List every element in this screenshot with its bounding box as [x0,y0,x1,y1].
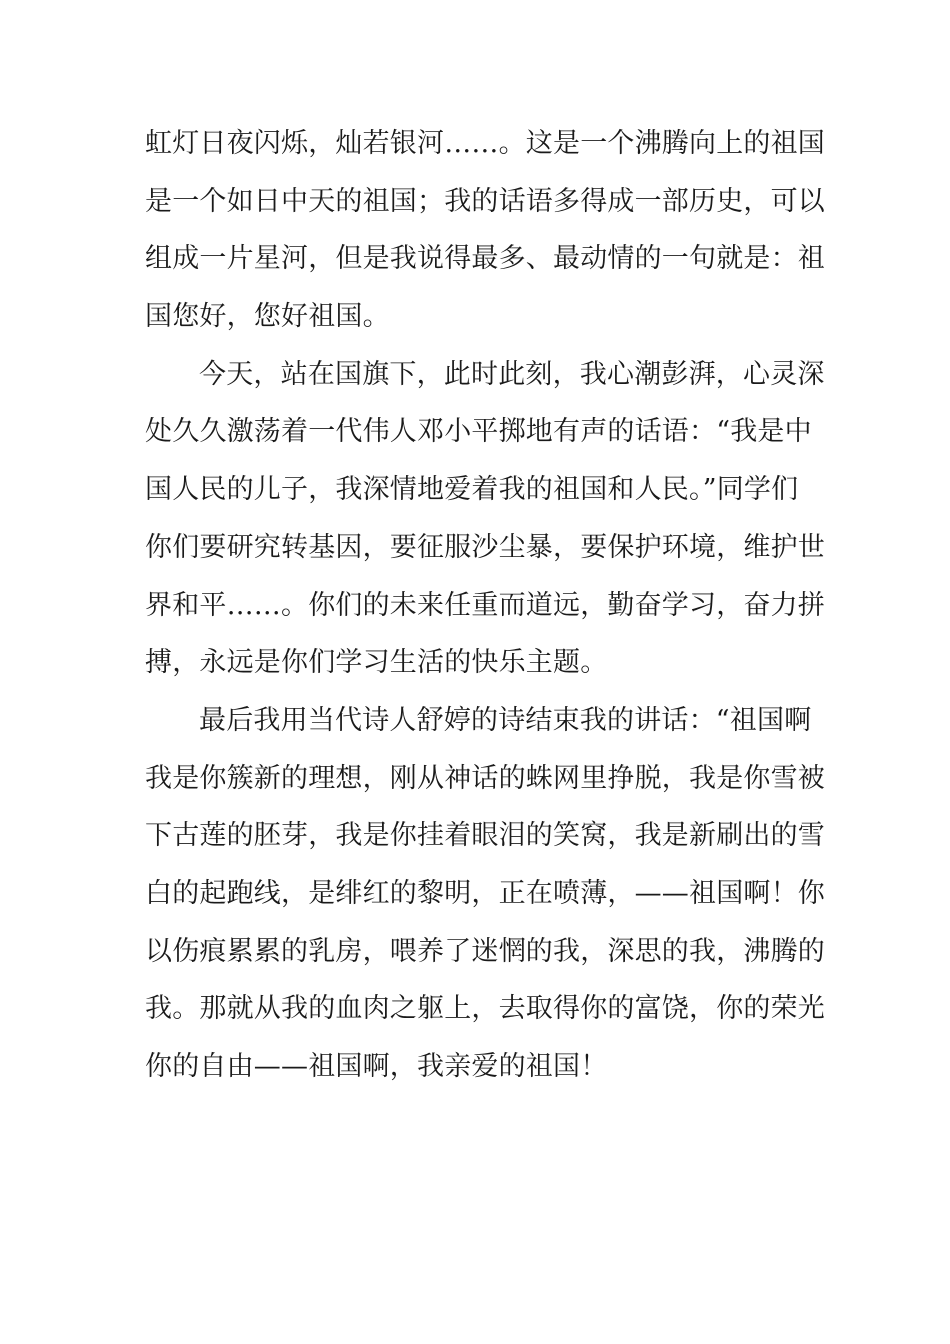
text-line: 你们要研究转基因，要征服沙尘暴，要保护环境，维护世 [145,531,825,563]
text-line: 国您好，您好祖国。 [145,301,390,333]
text-line: 以伤痕累累的乳房，喂养了迷惘的我，深思的我，沸腾的 [145,935,825,967]
text-line: 界和平……。你们的未来任重而道远，勤奋学习，奋力拼 [145,589,825,621]
text-line: 组成一片星河，但是我说得最多、最动情的一句就是：祖 [145,243,825,275]
text-line: 你的自由——祖国啊，我亲爱的祖国！ [145,1051,608,1082]
text-line: 处久久激荡着一代伟人邓小平掷地有声的话语：“我是中 [145,416,812,448]
paragraph-first-line: 最后我用当代诗人舒婷的诗结束我的讲话：“祖国啊 [199,704,812,736]
text-line: 是一个如日中天的祖国；我的话语多得成一部历史，可以 [145,185,825,217]
text-line: 下古莲的胚芽，我是你挂着眼泪的笑窝，我是新刷出的雪 [145,820,825,852]
text-line: 我是你簇新的理想，刚从神话的蛛网里挣脱，我是你雪被 [145,762,825,794]
text-line: 国人民的儿子，我深情地爱着我的祖国和人民。”同学们 [145,474,799,506]
text-line: 我。那就从我的血肉之躯上，去取得你的富饶，你的荣光 [145,993,825,1025]
text-line: 搏，永远是你们学习生活的快乐主题。 [145,647,608,679]
text-line: 虹灯日夜闪烁，灿若银河……。这是一个沸腾向上的祖国 [145,128,825,159]
body-text [145,115,825,1096]
paragraph-first-line: 今天，站在国旗下，此时此刻，我心潮彭湃，心灵深 [199,358,825,390]
text-line: 白的起跑线，是绯红的黎明，正在喷薄，——祖国啊！你 [145,877,825,909]
